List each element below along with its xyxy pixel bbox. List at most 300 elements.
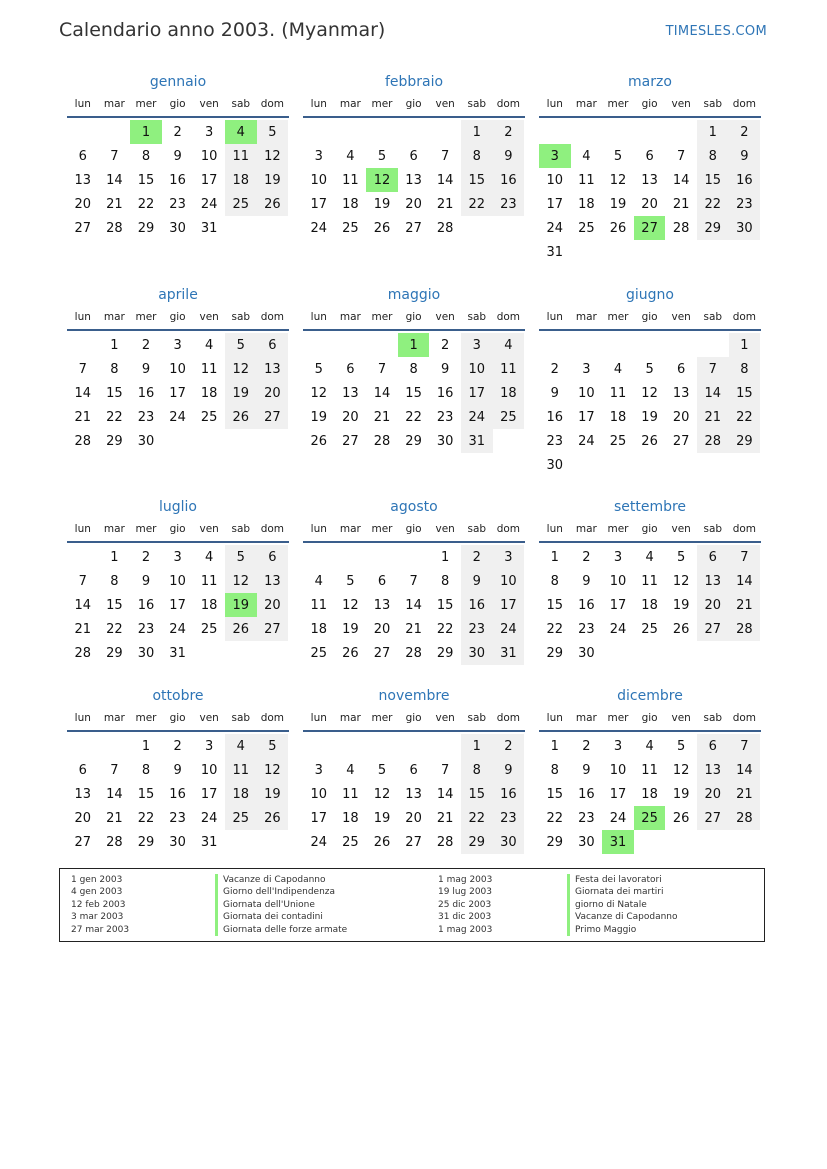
weekday-label: dom [732,97,757,110]
legend-date: 19 lug 2003 [438,887,492,898]
day-cell: 11 [493,357,525,381]
day-cell: 27 [405,220,422,236]
day-cell: 29 [461,830,493,854]
day-cell: 17 [169,597,186,613]
day-cell: 29 [106,433,123,449]
weekday-label: mar [575,310,597,323]
weekday-label: mer [135,97,157,110]
empty-cell [67,545,99,569]
weekday-label: gio [641,97,658,110]
day-cell: 13 [257,569,289,593]
day-cell: 28 [729,617,761,641]
day-cell: 19 [342,621,359,637]
day-cell: 29 [729,429,761,453]
weekday-label: ven [199,711,219,724]
day-cell: 16 [461,593,493,617]
weekday-label: gio [641,310,658,323]
day-cell: 26 [342,645,359,661]
header-rule [303,730,525,732]
day-cell: 10 [200,148,218,164]
day-cell: 8 [409,361,418,377]
day-cell: 29 [697,216,729,240]
day-cell: 9 [173,148,182,164]
weekday-label: gio [405,522,422,535]
empty-cell [303,120,335,144]
day-cell: 10 [169,361,186,377]
weekday-label: gio [169,522,186,535]
day-cell: 9 [141,573,151,589]
day-cell: 4 [205,337,214,353]
day-cell: 16 [546,409,564,425]
day-cell: 29 [137,834,155,850]
day-cell: 10 [546,172,564,188]
day-cell: 22 [405,409,422,425]
legend-holiday-name: Primo Maggio [567,924,678,936]
day-cell: 18 [578,196,595,212]
legend-date: 27 mar 2003 [71,924,130,935]
month-name: gennaio [149,74,207,90]
empty-cell [429,120,461,144]
day-cell: 25 [225,192,257,216]
day-cell: 11 [641,573,658,589]
day-cell: 27 [342,433,359,449]
day-cell: 15 [106,597,123,613]
day-cell: 11 [200,361,218,377]
day-cell: 19 [257,782,289,806]
day-cell: 25 [609,433,627,449]
day-cell: 24 [169,409,186,425]
day-cell: 28 [373,433,391,449]
empty-cell [99,120,131,144]
day-cell: 24 [310,834,328,850]
day-cell: 15 [729,381,761,405]
day-cell: 15 [697,168,729,192]
legend-date: 1 gen 2003 [71,875,123,885]
month-name: maggio [387,287,441,303]
day-cell: 15 [546,786,564,802]
legend-holiday-name: Vacanze di Capodanno [567,911,678,923]
day-cell: 1 [697,120,729,144]
day-cell: 20 [697,782,729,806]
day-cell: 13 [405,786,422,802]
day-cell: 25 [200,409,218,425]
day-cell: 17 [609,786,627,802]
empty-cell [539,120,571,144]
day-cell: 31 [200,220,218,236]
day-cell: 19 [641,409,658,425]
day-cell: 10 [310,786,328,802]
day-cell: 20 [74,196,92,212]
month-ottobre [67,684,289,854]
day-cell: 18 [225,782,257,806]
empty-cell [335,734,367,758]
weekday-label: mar [339,97,361,110]
legend-holiday-name: Giornata dell'Unione [215,899,347,911]
day-cell: 11 [609,385,627,401]
day-cell: 14 [74,597,92,613]
day-cell: 28 [436,834,454,850]
weekday-header [539,519,761,538]
weekday-label: mer [371,97,393,110]
month-aprile [67,283,289,453]
weekday-label: dom [732,310,757,323]
day-cell: 11 [225,144,257,168]
day-cell: 19 [257,168,289,192]
day-cell: 22 [436,621,454,637]
day-cell: 14 [106,786,123,802]
day-grid [539,120,761,264]
day-cell: 28 [106,834,123,850]
day-cell: 27 [74,220,92,236]
day-cell: 1 [141,738,151,754]
day-cell: 5 [346,573,355,589]
day-cell: 11 [310,597,328,613]
weekday-label: mer [371,522,393,535]
day-cell: 4 [582,148,591,164]
day-cell: 6 [257,545,289,569]
day-cell: 19 [373,810,391,826]
empty-cell [335,120,367,144]
legend-date: 1 mag 2003 [438,875,493,885]
day-cell: 12 [310,385,328,401]
weekday-header [67,94,289,113]
empty-cell [539,333,571,357]
legend-date: 12 feb 2003 [71,899,126,910]
day-cell: 5 [225,545,257,569]
day-cell: 20 [257,381,289,405]
day-cell: 16 [169,786,186,802]
day-cell: 5 [377,148,387,164]
day-cell: 18 [310,621,328,637]
empty-cell [366,734,398,758]
weekday-label: gio [169,310,186,323]
day-cell: 31 [169,645,186,661]
weekday-label: ven [199,310,219,323]
day-cell: 17 [310,810,328,826]
day-cell: 12 [641,385,658,401]
header-rule [539,329,761,331]
weekday-header [67,708,289,727]
day-cell: 20 [74,810,92,826]
weekday-label: lun [310,711,327,724]
weekday-label: mar [103,711,125,724]
empty-cell [602,333,634,357]
day-cell: 6 [346,361,355,377]
weekday-label: sab [231,97,251,110]
day-cell: 27 [405,834,422,850]
weekday-label: lun [310,97,327,110]
weekday-label: mar [103,97,125,110]
holiday-day-cell: 4 [225,120,257,144]
weekday-label: ven [435,711,455,724]
day-cell: 26 [672,810,690,826]
weekday-label: dom [260,522,285,535]
day-cell: 12 [672,762,690,778]
day-cell: 30 [578,834,595,850]
weekday-label: dom [496,711,521,724]
day-cell: 27 [697,617,729,641]
day-cell: 26 [641,433,658,449]
day-cell: 21 [405,621,422,637]
empty-cell [67,120,99,144]
day-cell: 18 [225,168,257,192]
empty-cell [303,545,335,569]
day-cell: 18 [493,381,525,405]
month-novembre [303,684,525,854]
empty-cell [398,734,430,758]
header-rule [303,541,525,543]
day-cell: 8 [141,762,151,778]
day-cell: 22 [137,810,155,826]
month-name: ottobre [152,688,204,704]
holiday-day-cell: 3 [539,144,571,168]
day-cell: 26 [373,220,391,236]
day-cell: 13 [672,385,690,401]
weekday-header [303,519,525,538]
month-name: luglio [159,499,197,515]
day-cell: 26 [257,192,289,216]
empty-cell [303,333,335,357]
empty-cell [571,333,603,357]
day-cell: 13 [405,172,422,188]
weekday-label: lun [310,522,327,535]
weekday-header [303,94,525,113]
day-cell: 14 [697,381,729,405]
day-cell: 9 [441,361,450,377]
day-cell: 5 [225,333,257,357]
day-cell: 22 [546,810,564,826]
day-cell: 17 [200,172,218,188]
weekday-label: ven [435,97,455,110]
day-cell: 7 [78,361,87,377]
day-cell: 27 [257,405,289,429]
day-cell: 23 [729,192,761,216]
day-cell: 26 [257,806,289,830]
day-cell: 23 [578,621,595,637]
weekday-label: ven [671,310,691,323]
month-giugno [539,283,761,477]
day-cell: 12 [257,144,289,168]
day-cell: 16 [137,385,155,401]
day-cell: 24 [310,220,328,236]
day-cell: 2 [461,545,493,569]
empty-cell [366,120,398,144]
weekday-label: lun [546,97,563,110]
empty-cell [335,333,367,357]
weekday-label: mer [371,310,393,323]
day-cell: 21 [74,621,92,637]
holiday-day-cell: 1 [398,333,430,357]
weekday-label: ven [671,711,691,724]
day-cell: 1 [461,734,493,758]
weekday-label: lun [546,711,563,724]
day-cell: 25 [342,220,359,236]
weekday-label: dom [496,522,521,535]
weekday-label: mar [339,310,361,323]
day-cell: 16 [436,385,454,401]
holiday-day-cell: 19 [225,593,257,617]
day-cell: 6 [409,148,418,164]
day-cell: 13 [697,758,729,782]
day-cell: 16 [137,597,155,613]
day-cell: 1 [550,549,559,565]
day-cell: 5 [677,549,686,565]
day-cell: 13 [74,172,92,188]
day-cell: 2 [550,361,559,377]
day-cell: 4 [346,762,355,778]
day-cell: 2 [729,120,761,144]
weekday-label: mar [103,522,125,535]
legend-holiday-name: Vacanze di Capodanno [215,874,347,886]
day-cell: 14 [373,385,391,401]
day-cell: 15 [461,168,493,192]
day-cell: 21 [729,782,761,806]
day-cell: 21 [373,409,391,425]
day-cell: 23 [578,810,595,826]
day-cell: 25 [200,621,218,637]
day-cell: 3 [173,337,182,353]
day-cell: 6 [377,573,387,589]
day-cell: 1 [461,120,493,144]
site-link[interactable]: TIMESLES.COM [665,24,767,39]
day-grid [303,120,525,240]
weekday-label: dom [732,711,757,724]
day-cell: 22 [461,192,493,216]
day-cell: 2 [493,734,525,758]
day-cell: 9 [493,758,525,782]
day-cell: 22 [106,621,123,637]
day-cell: 25 [342,834,359,850]
day-cell: 17 [310,196,328,212]
weekday-label: lun [546,310,563,323]
day-cell: 27 [257,617,289,641]
month-agosto [303,495,525,665]
weekday-label: ven [199,522,219,535]
day-cell: 12 [672,573,690,589]
empty-cell [665,333,697,357]
day-cell: 20 [373,621,391,637]
weekday-label: mer [607,310,629,323]
day-cell: 23 [493,192,525,216]
weekday-label: mer [135,711,157,724]
day-cell: 7 [677,148,686,164]
day-cell: 23 [493,806,525,830]
day-cell: 11 [641,762,658,778]
legend-left-names [215,874,347,936]
day-cell: 10 [461,357,493,381]
day-cell: 2 [173,124,182,140]
day-cell: 29 [546,834,564,850]
day-cell: 22 [546,621,564,637]
day-cell: 19 [310,409,328,425]
weekday-label: mar [575,97,597,110]
day-cell: 28 [74,645,92,661]
day-cell: 3 [493,545,525,569]
day-cell: 14 [672,172,690,188]
day-cell: 22 [729,405,761,429]
weekday-label: mer [607,97,629,110]
empty-cell [697,333,729,357]
day-cell: 5 [314,361,323,377]
day-cell: 8 [697,144,729,168]
day-cell: 23 [169,810,186,826]
day-cell: 15 [546,597,564,613]
day-cell: 1 [729,333,761,357]
day-cell: 31 [493,641,525,665]
day-cell: 13 [373,597,391,613]
day-cell: 8 [110,361,119,377]
day-cell: 4 [645,549,654,565]
day-cell: 30 [169,834,186,850]
day-cell: 15 [137,786,155,802]
day-cell: 4 [225,734,257,758]
day-cell: 14 [405,597,422,613]
day-cell: 9 [173,762,182,778]
day-cell: 6 [78,762,87,778]
holiday-day-cell: 12 [366,168,398,192]
day-cell: 7 [110,148,119,164]
month-gennaio [67,70,289,240]
day-cell: 25 [493,405,525,429]
header-rule [67,730,289,732]
empty-cell [634,120,666,144]
day-cell: 10 [200,762,218,778]
day-cell: 9 [461,569,493,593]
day-cell: 22 [106,409,123,425]
day-cell: 8 [550,762,559,778]
day-cell: 31 [461,429,493,453]
legend-date: 31 dic 2003 [438,912,492,923]
day-cell: 20 [257,593,289,617]
day-grid [539,734,761,854]
day-grid [303,734,525,854]
day-cell: 18 [342,196,359,212]
weekday-label: dom [496,310,521,323]
day-cell: 8 [441,573,450,589]
day-cell: 27 [697,806,729,830]
weekday-label: lun [74,522,91,535]
day-cell: 2 [441,337,450,353]
day-cell: 31 [546,244,564,260]
day-cell: 30 [169,220,186,236]
day-cell: 9 [550,385,559,401]
weekday-label: gio [405,97,422,110]
header-rule [539,116,761,118]
empty-cell [571,120,603,144]
day-cell: 5 [677,738,686,754]
weekday-label: lun [546,522,563,535]
day-cell: 22 [137,196,155,212]
header-rule [539,541,761,543]
weekday-label: gio [405,711,422,724]
day-cell: 7 [697,357,729,381]
weekday-label: gio [641,522,658,535]
day-cell: 23 [546,433,564,449]
month-name: agosto [390,499,438,515]
day-cell: 20 [672,409,690,425]
day-cell: 24 [461,405,493,429]
day-cell: 2 [173,738,182,754]
day-cell: 17 [546,196,564,212]
month-febbraio [303,70,525,240]
day-cell: 28 [74,433,92,449]
day-cell: 15 [137,172,155,188]
day-cell: 29 [436,645,454,661]
day-cell: 1 [550,738,559,754]
legend-holiday-name: Festa dei lavoratori [567,874,678,886]
weekday-label: lun [74,97,91,110]
day-cell: 5 [257,734,289,758]
